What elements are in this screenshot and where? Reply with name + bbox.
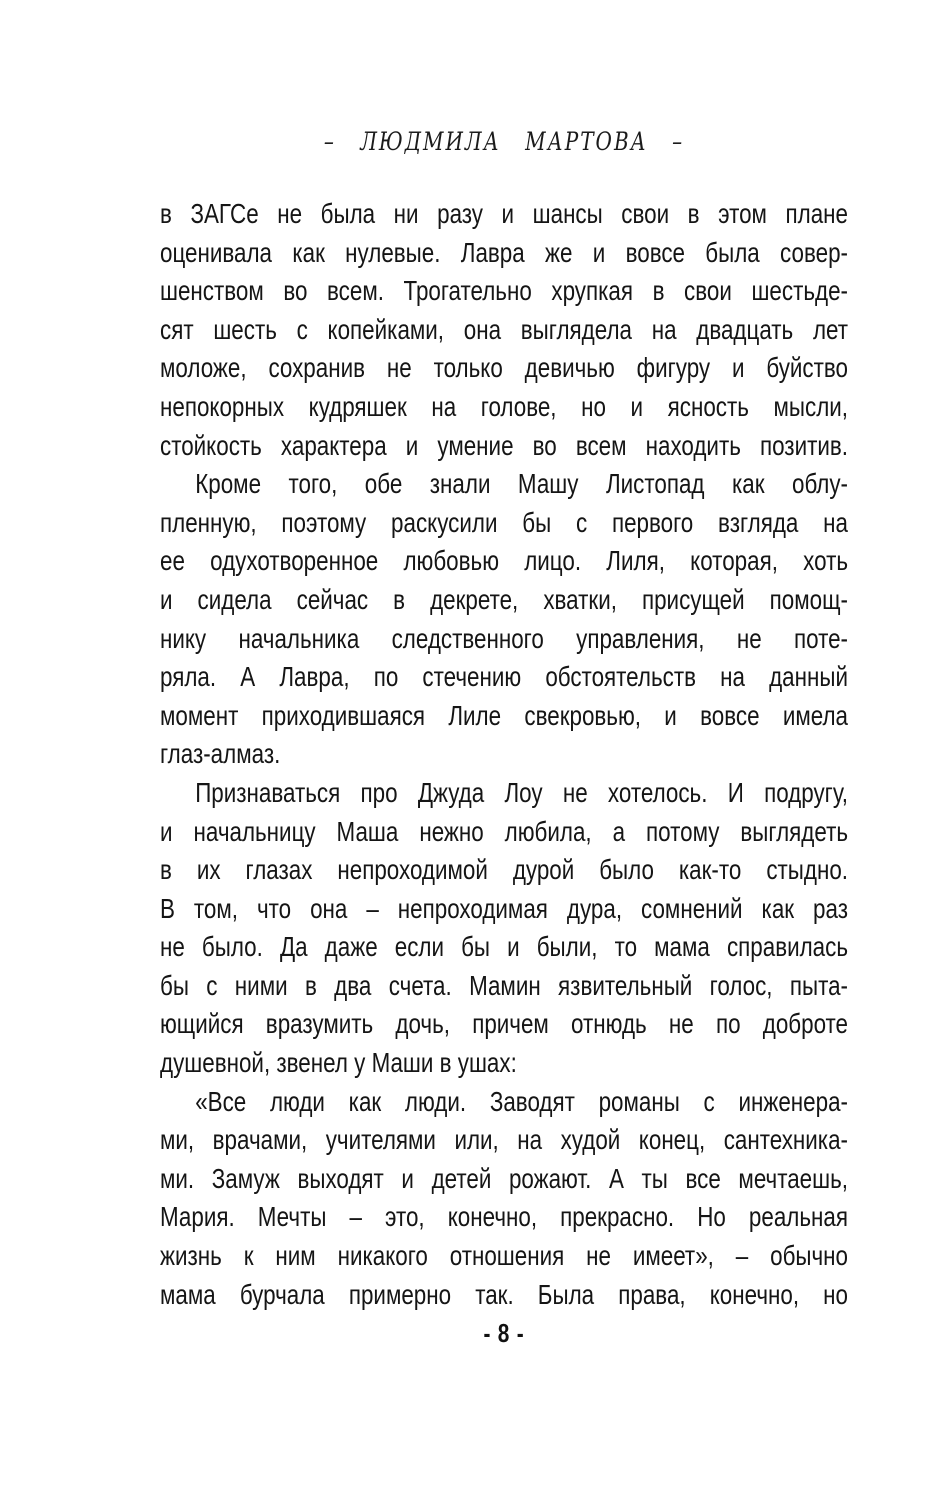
text-line: оценивала как нулевые. Лавра же и вовсе была совер- — [160, 236, 848, 268]
page-number: - 8 - — [483, 1318, 525, 1348]
text-line: сят шесть с копейками, она выглядела на двадцать лет — [160, 313, 848, 345]
text-line: момент приходившаяся Лиле свекровью, и вовсе имела — [160, 699, 848, 731]
text-line: ряла. А Лавра, по стечению обстоятельств на данный — [160, 661, 848, 693]
text-line: ющийся вразумить дочь, причем отнюдь не по доброте — [160, 1008, 848, 1040]
text-line: моложе, сохранив не только девичью фигуру и буйство — [160, 352, 848, 384]
text-line: бы с ними в два счета. Мамин язвительный голос, пыта- — [160, 969, 848, 1001]
text-line: в их глазах непроходимой дурой было как-то стыдно. — [160, 854, 848, 886]
text-line: ми, врачами, учителями или, на худой конец, сантехника- — [160, 1124, 848, 1156]
text-line: и сидела сейчас в декрете, хватки, присущей помощ- — [160, 583, 848, 615]
text-line: стойкость характера и умение во всем находить позитив. — [160, 429, 848, 461]
text-line: не было. Да даже если бы и были, то мама справилась — [160, 931, 848, 963]
text-line: ми. Замуж выходят и детей рожают. А ты все мечтаешь, — [160, 1162, 848, 1194]
text-line: жизнь к ним никакого отношения не имеет», – обычно — [160, 1240, 848, 1272]
text-line: и начальницу Маша нежно любила, а потому выглядеть — [160, 815, 848, 847]
paragraph — [160, 1083, 848, 1315]
running-head-author: – ЛЮДМИЛА МАРТОВА – — [323, 127, 685, 156]
paragraph — [160, 195, 848, 465]
text-line: пленную, поэтому раскусили бы с первого взгляда на — [160, 506, 848, 538]
text-line: нику начальника следственного управления, не поте- — [160, 622, 848, 654]
text-column — [160, 0, 848, 1488]
text-line: Признаваться про Джуда Лоу не хотелось. И подругу, — [195, 776, 848, 808]
text-line: ее одухотворенное любовью лицо. Лиля, которая, хоть — [160, 545, 848, 577]
text-line: В том, что она – непроходимая дура, сомнений как раз — [160, 892, 848, 924]
text-line: глаз-алмаз. — [160, 738, 281, 770]
paragraph — [160, 774, 848, 1083]
page-text — [160, 195, 848, 1314]
text-line: шенством во всем. Трогательно хрупкая в свои шестьде- — [160, 275, 848, 307]
text-line: душевной, звенел у Маши в ушах: — [160, 1047, 517, 1079]
paragraph — [160, 465, 848, 774]
text-line: в ЗАГСе не была ни разу и шансы свои в этом плане — [160, 198, 848, 229]
text-line: непокорных кудряшек на голове, но и ясность мысли, — [160, 390, 848, 422]
text-line: «Все люди как люди. Заводят романы с инженера- — [195, 1085, 848, 1117]
text-line: мама бурчала примерно так. Была права, конечно, но — [160, 1278, 848, 1310]
text-line: Мария. Мечты – это, конечно, прекрасно. Но реальная — [160, 1201, 848, 1233]
text-line: Кроме того, обе знали Машу Листопад как облу- — [195, 468, 848, 500]
